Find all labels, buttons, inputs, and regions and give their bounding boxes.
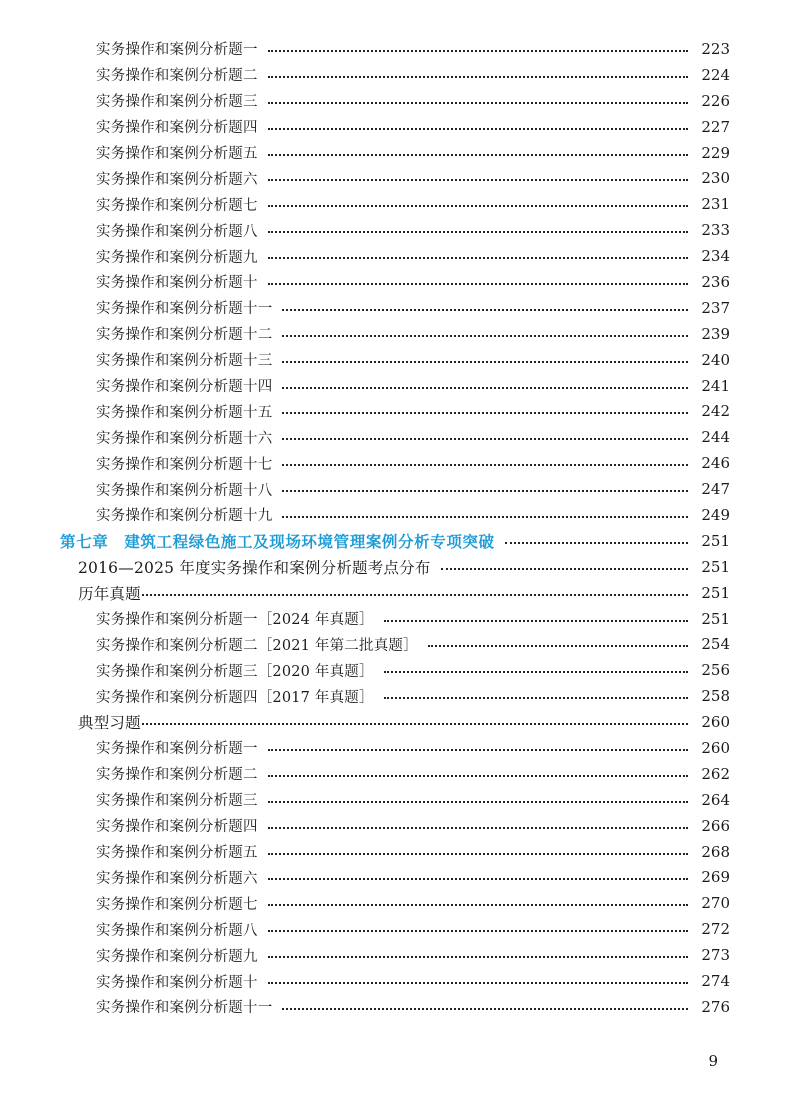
toc-section-row[interactable] [0,709,790,735]
toc-section-row[interactable] [0,580,790,606]
dot-leader [268,853,688,855]
toc-page-number: 273 [701,946,730,965]
toc-entry-row[interactable] [0,787,790,813]
toc-entry-row[interactable] [0,683,790,709]
chapter-title: 建筑工程绿色施工及现场环境管理案例分析专项突破 [124,532,495,551]
dot-leader [268,904,688,906]
toc-entry-title: 实务操作和案例分析题四［2017 年真题］ [96,689,374,706]
toc-entry-row[interactable] [0,269,790,295]
toc-entry-row[interactable] [0,761,790,787]
dot-leader [268,801,688,803]
dot-leader [268,283,688,285]
toc-entry-title: 实务操作和案例分析题六 [96,171,258,188]
toc-entry-title: 典型习题 [78,714,141,733]
dot-leader [268,205,688,207]
toc-page-number: 231 [701,195,730,214]
toc-page-number: 240 [701,350,730,369]
toc-entry-title: 实务操作和案例分析题十二 [96,327,273,344]
dot-leader [268,775,688,777]
toc-page-number: 264 [701,790,730,809]
dot-leader [282,412,688,414]
toc-page-number: 239 [701,324,730,343]
toc-entry-row[interactable] [0,476,790,502]
dot-leader [268,257,688,259]
dot-leader [268,827,688,829]
toc-entry-row[interactable] [0,243,790,269]
toc-page-number: 251 [701,531,730,550]
toc-page-number: 246 [701,454,730,473]
dot-leader [268,154,688,156]
dot-leader [282,361,688,363]
toc-entry-row[interactable] [0,813,790,839]
dot-leader [505,542,688,544]
toc-entry-title: 实务操作和案例分析题五 [96,146,258,162]
toc-entry-title: 2016—2025 年度实务操作和案例分析题考点分布 [78,558,431,577]
toc-entry-title [60,530,495,552]
toc-entry-row[interactable] [0,865,790,891]
toc-page-number: 260 [701,713,730,732]
dot-leader [268,982,688,984]
toc-entry-row[interactable] [0,890,790,916]
toc-page-number: 249 [701,505,730,524]
toc-page-number: 276 [701,997,730,1016]
dot-leader [384,620,688,622]
toc-entry-title: 实务操作和案例分析题三 [96,94,258,111]
toc-entry-row[interactable] [0,62,790,88]
dot-leader [428,645,688,647]
toc-page-number: 258 [701,687,730,706]
dot-leader [268,179,688,181]
dot-leader [142,723,688,725]
dot-leader [282,309,688,311]
toc-entry-row[interactable] [0,165,790,191]
toc-entry-title: 实务操作和案例分析题二［2021 年第二批真题］ [96,637,418,654]
dot-leader [268,878,688,880]
toc-page-number: 268 [701,842,730,861]
toc-entry-row[interactable] [0,657,790,683]
toc-entry-title: 实务操作和案例分析题八 [96,223,258,240]
toc-entry-row[interactable] [0,735,790,761]
toc-entry-row[interactable] [0,373,790,399]
toc-entry-row[interactable] [0,36,790,62]
dot-leader [268,128,688,130]
toc-entry-title: 实务操作和案例分析题六 [96,870,258,887]
toc-entry-title: 实务操作和案例分析题七 [96,197,258,214]
toc-entry-title: 实务操作和案例分析题一［2024 年真题］ [96,612,374,629]
toc-entry-title: 实务操作和案例分析题十一 [96,301,273,318]
toc-entry-title: 实务操作和案例分析题四 [96,120,258,137]
dot-leader [282,516,688,518]
toc-entry-title: 实务操作和案例分析题四 [96,819,258,836]
dot-leader [268,76,688,78]
toc-entry-title: 实务操作和案例分析题十八 [96,482,273,499]
toc-page-number: 251 [701,583,730,602]
dot-leader [282,464,688,466]
toc-page-number: 227 [701,117,730,136]
dot-leader [282,1008,688,1010]
toc-page-number: 247 [701,480,730,499]
toc-entry-title: 实务操作和案例分析题十 [96,275,258,292]
dot-leader [268,930,688,932]
page-number: 9 [708,1052,718,1070]
toc-page-number: 241 [701,376,730,395]
toc-page-number: 234 [701,247,730,266]
toc-page-number: 226 [701,91,730,110]
toc-entry-title: 实务操作和案例分析题十七 [96,456,273,473]
toc-entry-title: 实务操作和案例分析题一 [96,42,258,59]
toc-entry-row[interactable] [0,424,790,450]
toc-entry-title: 实务操作和案例分析题十 [96,974,258,991]
dot-leader [268,749,688,751]
dot-leader [282,335,688,337]
toc-entry-row[interactable] [0,916,790,942]
toc-entry-title: 实务操作和案例分析题十五 [96,404,273,421]
toc-page-number: 236 [701,272,730,291]
toc-page-number: 272 [701,920,730,939]
dot-leader [142,594,688,596]
toc-page-number: 262 [701,764,730,783]
toc-page-number: 254 [701,635,730,654]
toc-entry-row[interactable] [0,942,790,968]
toc-page-number: 274 [701,972,730,990]
toc-entry-row[interactable] [0,839,790,865]
toc-entry-title: 实务操作和案例分析题九 [96,249,258,266]
toc-entry-row[interactable] [0,398,790,424]
toc-page-number: 269 [701,868,730,887]
toc-entry-row[interactable] [0,114,790,140]
toc-entry-title: 实务操作和案例分析题三 [96,793,258,810]
toc-entry-title: 实务操作和案例分析题三［2020 年真题］ [96,663,374,680]
toc-page-number: 266 [701,816,730,835]
toc-entry-row[interactable] [0,994,790,1020]
toc-entry-row[interactable] [0,502,790,528]
dot-leader [282,438,688,440]
toc-entry-title: 实务操作和案例分析题十一 [96,1000,273,1017]
toc-entry-title: 实务操作和案例分析题十六 [96,430,273,447]
chapter-number: 第七章 [60,532,109,551]
toc-page-number: 260 [701,738,730,757]
dot-leader [384,697,688,699]
toc-page-number: 224 [701,65,730,84]
toc-entry-title: 实务操作和案例分析题二 [96,68,258,85]
dot-leader [268,956,688,958]
dot-leader [384,671,688,673]
toc-page-number: 244 [701,428,730,447]
toc-entry-row[interactable] [0,217,790,243]
toc-page-number: 242 [701,402,730,421]
toc-page-number: 256 [701,661,730,680]
toc-entry-row[interactable] [0,88,790,114]
toc-page-number: 233 [701,221,730,240]
toc-entry-row[interactable] [0,606,790,632]
dot-leader [268,102,688,104]
toc-entry-row[interactable] [0,321,790,347]
toc-page-number: 237 [701,298,730,317]
toc-page-number: 229 [701,143,730,162]
toc-entry-title: 实务操作和案例分析题五 [96,845,258,862]
toc-entry-title: 实务操作和案例分析题二 [96,767,258,784]
dot-leader [282,387,688,389]
toc-entry-row[interactable] [0,631,790,657]
toc-entry-title: 实务操作和案例分析题九 [96,948,258,965]
toc-entry-row[interactable] [0,295,790,321]
toc-entry-row[interactable] [0,347,790,373]
toc-chapter-row[interactable] [0,528,790,554]
toc-entry-title: 实务操作和案例分析题十三 [96,353,273,370]
toc-entry-row[interactable] [0,450,790,476]
toc-entry-title: 实务操作和案例分析题十九 [96,508,273,525]
toc-page-number: 251 [701,609,730,628]
toc-page-number: 230 [701,169,730,188]
toc-entry-title: 实务操作和案例分析题十四 [96,379,273,396]
toc-page-number: 223 [701,39,730,58]
toc-entry-row[interactable] [0,968,790,994]
dot-leader [441,568,688,570]
toc-page-number: 251 [701,557,730,576]
toc-entry-row[interactable] [0,140,790,166]
toc-entry-title: 实务操作和案例分析题八 [96,922,258,939]
dot-leader [268,50,688,52]
dot-leader [282,490,688,492]
table-of-contents [0,36,790,1020]
toc-entry-title: 实务操作和案例分析题一 [96,741,258,758]
dot-leader [268,231,688,233]
toc-section-row[interactable] [0,554,790,580]
toc-entry-title: 历年真题 [78,584,141,603]
toc-entry-row[interactable] [0,191,790,217]
toc-page-number: 270 [701,894,730,913]
toc-entry-title: 实务操作和案例分析题七 [96,896,258,913]
